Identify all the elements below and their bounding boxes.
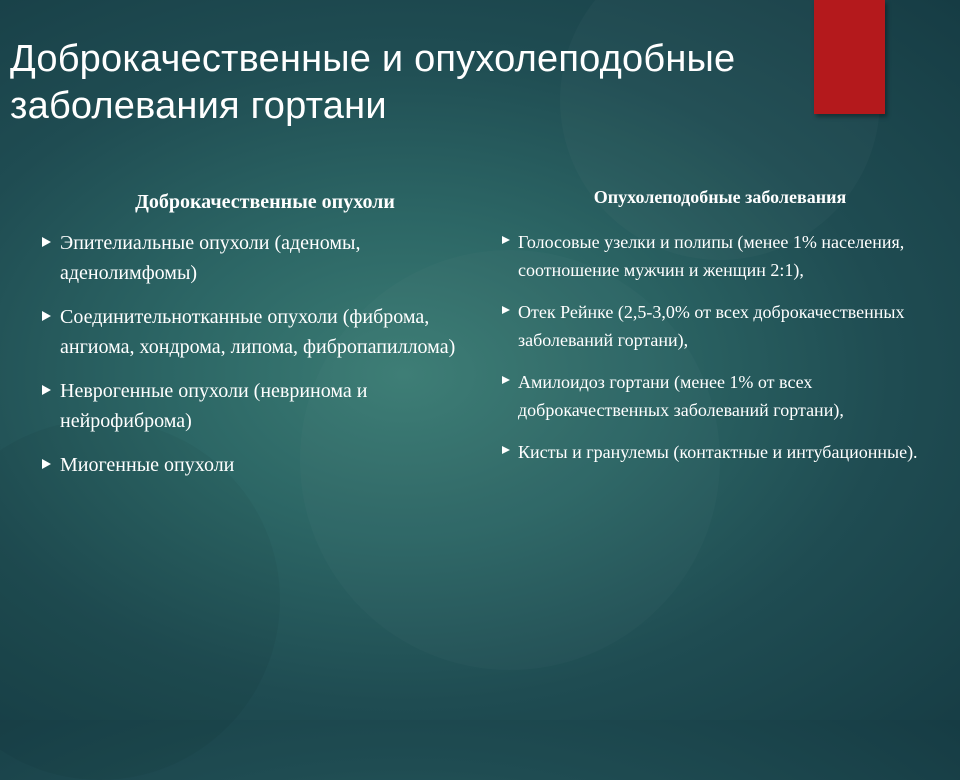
list-item-text: Неврогенные опухоли (невринома и нейрофиброма) <box>60 380 368 432</box>
list-item <box>500 438 940 466</box>
triangle-bullet-icon <box>42 311 51 321</box>
slide-title <box>10 36 910 130</box>
list-item <box>40 376 490 436</box>
triangle-bullet-icon <box>42 385 51 395</box>
list-item-text: Отек Рейнке (2,5-3,0% от всех доброкачественных заболеваний гортани), <box>518 302 905 350</box>
benign-tumors-list <box>40 228 490 480</box>
slide-title-line-2: заболевания гортани <box>10 85 387 127</box>
triangle-bullet-icon <box>502 306 510 314</box>
triangle-bullet-icon <box>42 237 51 247</box>
list-item-text: Амилоидоз гортани (менее 1% от всех доброкачественных заболеваний гортани), <box>518 372 844 420</box>
slide-title-line-1: Доброкачественные и опухолеподобные <box>10 38 736 80</box>
benign-tumors-column <box>40 190 490 494</box>
list-item-text: Миогенные опухоли <box>60 454 235 476</box>
list-item <box>40 450 490 480</box>
list-item-text: Кисты и гранулемы (контактные и интубационные). <box>518 442 918 462</box>
column-header: Доброкачественные опухоли <box>135 191 395 213</box>
triangle-bullet-icon <box>42 459 51 469</box>
tumor-like-diseases-list <box>500 228 940 466</box>
column-header: Опухолеподобные заболевания <box>593 187 847 207</box>
triangle-bullet-icon <box>502 446 510 454</box>
list-item <box>40 228 490 288</box>
list-item-text: Голосовые узелки и полипы (менее 1% населения, соотношение мужчин и женщин 2:1), <box>518 232 905 280</box>
triangle-bullet-icon <box>502 376 510 384</box>
triangle-bullet-icon <box>502 236 510 244</box>
list-item <box>500 228 940 284</box>
list-item <box>500 298 940 354</box>
list-item-text: Соединительнотканные опухоли (фиброма, ангиома, хондрома, липома, фибропапиллома) <box>60 306 456 358</box>
list-item-text: Эпителиальные опухоли (аденомы, аденолимфомы) <box>60 232 361 284</box>
tumor-like-diseases-column <box>500 186 940 480</box>
list-item <box>40 302 490 362</box>
list-item <box>500 368 940 424</box>
